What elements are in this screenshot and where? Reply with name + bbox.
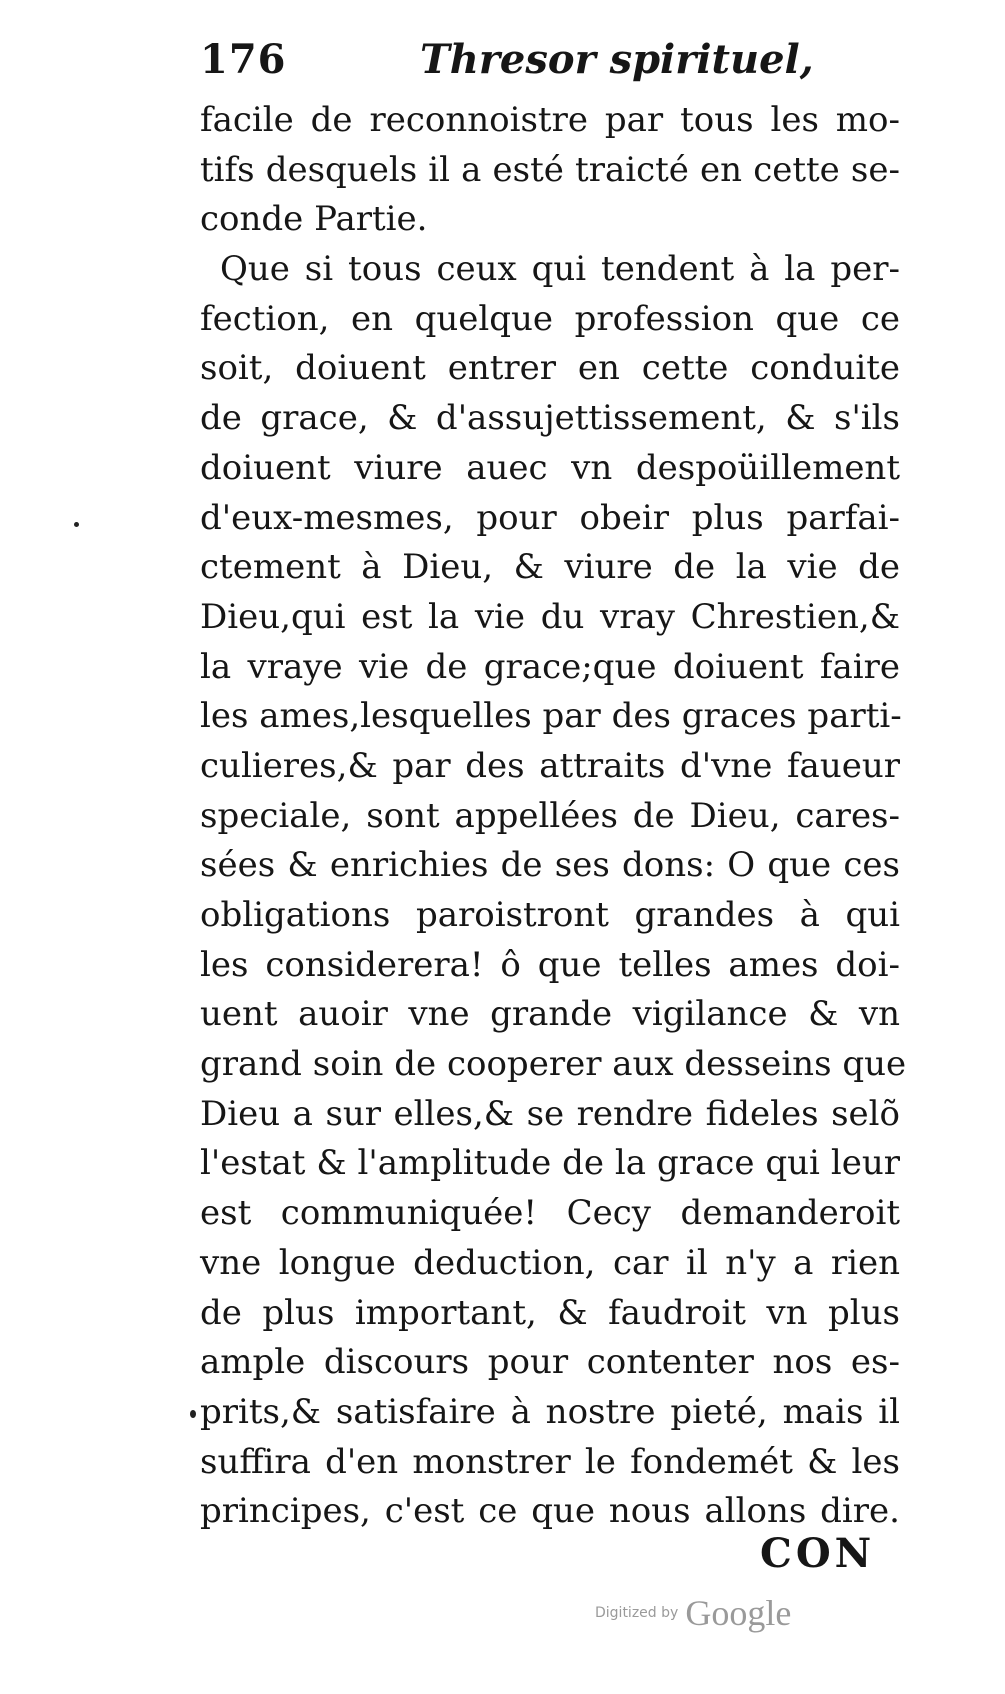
text-line: uent auoir vne grande vigilance & vn [200,994,900,1035]
text-line: est communiquée! Cecy demanderoit [200,1193,900,1234]
text-line: d'eux-mesmes, pour obeir plus parfai- [200,497,900,538]
text-line: speciale, sont appellées de Dieu, cares- [200,795,900,836]
body-text [200,96,907,1537]
text-line: vne longue deduction, car il n'y a rien [200,1242,900,1283]
text-line: facile de reconnoistre par tous les mo- [200,100,900,140]
text-line: doiuent viure auec vn despoüillement [200,447,900,488]
text-line: conde Partie. [200,199,428,240]
text-line: l'estat & l'amplitude de la grace qui leur [200,1143,900,1184]
text-line: soit, doiuent entrer en cette conduite [200,348,900,389]
page-number: 176 [200,36,287,83]
text-line: sées & enrichies de ses dons: O que ces [200,845,900,886]
watermark-brand: Google [685,1593,792,1633]
text-line: les ames,lesquelles par des graces parti- [200,696,902,737]
text-line: tifs desquels il a esté traicté en cette se- [200,149,900,190]
running-title: Thresor spirituel, [420,36,814,83]
text-line: de grace, & d'assujettissement, & s'ils [200,398,900,439]
text-line: les considerera! ô que telles ames doi- [200,944,900,985]
text-line: Que si tous ceux qui tendent à la per- [220,249,900,290]
text-line: la vraye vie de grace;que doiuent faire [200,646,900,687]
stray-ink-mark [190,1410,196,1418]
text-line: Dieu,qui est la vie du vray Chrestien,& [200,596,900,637]
text-line: de plus important, & faudroit vn plus [200,1292,900,1333]
text-line: principes, c'est ce que nous allons dire. [200,1491,900,1532]
digitized-by-watermark [595,1592,791,1638]
text-line: grand soin de cooperer aux desseins que [200,1044,907,1085]
text-line: Dieu a sur elles,& se rendre fideles selõ [200,1093,900,1134]
catchword: CON [760,1530,876,1577]
text-line: prits,& satisfaire à nostre pieté, mais il [200,1391,900,1432]
text-line: culieres,& par des attraits d'vne faueur [200,745,900,786]
page-header [200,36,900,96]
watermark-prefix: Digitized by [595,1605,679,1621]
text-line: suffira d'en monstrer le fondemét & les [200,1441,900,1482]
text-line: ctement à Dieu, & viure de la vie de [200,547,900,588]
stray-ink-dot [74,522,79,527]
text-line: ample discours pour contenter nos es- [200,1342,900,1383]
text-line: obligations paroistront grandes à qui [200,895,900,935]
text-line: fection, en quelque profession que ce [200,298,900,339]
